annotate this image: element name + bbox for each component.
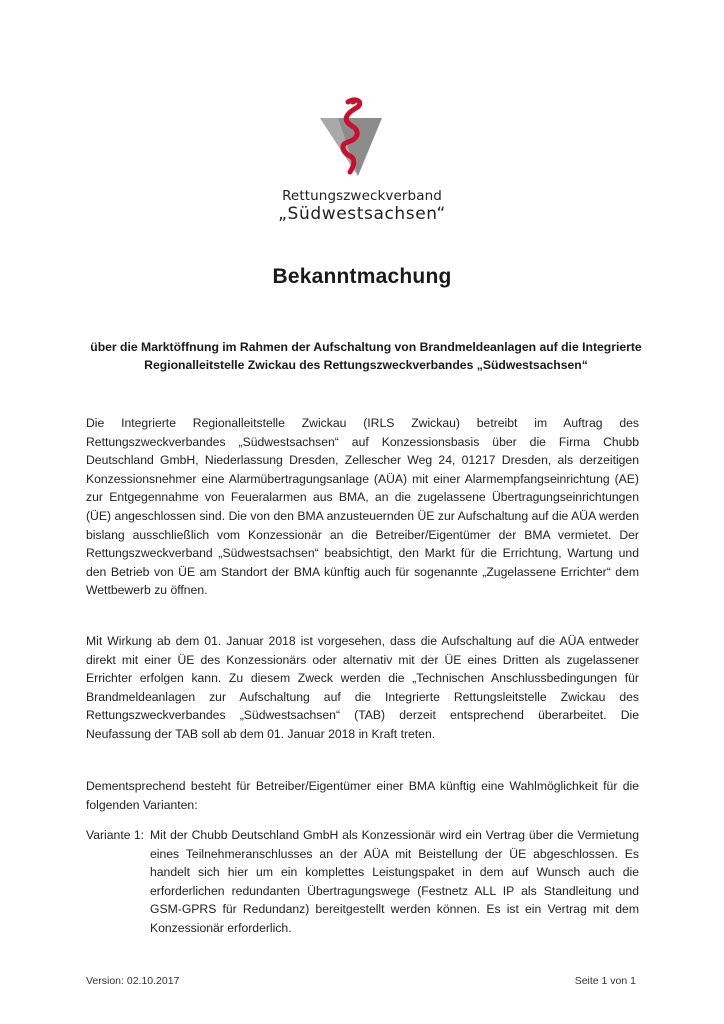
document-title: Bekanntmachung	[272, 265, 452, 288]
paragraph-options-intro: Dementsprechend besteht für Betreiber/Eigentümer einer BMA künftig eine Wahlmöglichkeit für die folgenden Varianten:	[86, 779, 639, 812]
footer-page-number: Seite 1 von 1	[574, 975, 636, 987]
paragraph-intro: Die Integrierte Regionalleitstelle Zwickau (IRLS Zwickau) betreibt im Auftrag des Rettungszweckverbandes „Südwestsachsen“ auf Konzessionsbasis über die Firma Chubb Deutschland GmbH, Niederlassung Dresden, Zellescher Weg 24, 01217 Dresden, als derzeitigen Konzessionsnehmer eine Alarmübertragungsanlage (AÜA) mit einer Alarmempfangseinrichtung (AE) zur Entgegennahme von Feueralarmen aus BMA, an die zugelassene Übertragungseinrichtungen (ÜE) angeschlossen sind. Die von den BMA anzusteuernden ÜE zur Aufschaltung auf die AÜA werden bislang ausschließlich vom Konzessionär an die Betreiber/Eigentümer der BMA vermietet. Der Rettungszweckverband „Südwestsachsen“ beabsichtigt, den Markt für die Errichtung, Wartung und den Betrieb von ÜE am Standort der BMA künftig auch für sogenannte „Zugelassene Errichter“ dem Wettbewerb zu öffnen.	[86, 416, 639, 598]
logo-snake-head	[350, 98, 357, 105]
variant-item	[86, 826, 639, 938]
footer-version: Version: 02.10.2017	[86, 975, 180, 987]
paragraph-effective-date: Mit Wirkung ab dem 01. Januar 2018 ist vorgesehen, dass die Aufschaltung auf die AÜA entweder direkt mit einer ÜE des Konzessionärs oder alternativ mit der ÜE eines Dritten als zugelassener Errichter erfolgen kann. Zu diesem Zweck werden die „Technischen Anschlussbedingungen für Brandmeldeanlagen zur Aufschaltung auf die Integrierte Rettungsleitstelle Zwickau des Rettungszweckverbandes „Südwestsachsen“ (TAB) derzeit entsprechend überarbeitet. Die Neufassung der TAB soll ab dem 01. Januar 2018 in Kraft treten.	[86, 634, 639, 741]
star-of-life-snake-logo-icon	[318, 96, 384, 180]
document-subtitle: über die Marktöffnung im Rahmen der Aufschaltung von Brandmeldeanlagen auf die Integrierte Regionalleitstelle Zwickau des Rettungszweckverbandes „Südwestsachsen“	[90, 340, 642, 372]
org-name-line1: Rettungszweckverband	[282, 188, 442, 204]
variant-label: Variante 1:	[86, 828, 145, 842]
organization-name	[0, 188, 724, 224]
organization-logo	[318, 96, 384, 180]
org-name-line2: „Südwestsachsen“	[278, 204, 446, 224]
variant-text: Mit der Chubb Deutschland GmbH als Konzessionär wird ein Vertrag über die Vermietung eines Teilnehmeranschlusses an der AÜA mit Beistellung der ÜE abgeschlossen. Es handelt sich hier um ein komplettes Leistungspaket in dem auf Wunsch auch die erforderlichen redundanten Übertragungswege (Festnetz ALL IP als Standleitung und GSM-GPRS für Redundanz) bereitgestellt werden können. Es ist ein Vertrag mit dem Konzessionär erforderlich.	[150, 828, 639, 935]
